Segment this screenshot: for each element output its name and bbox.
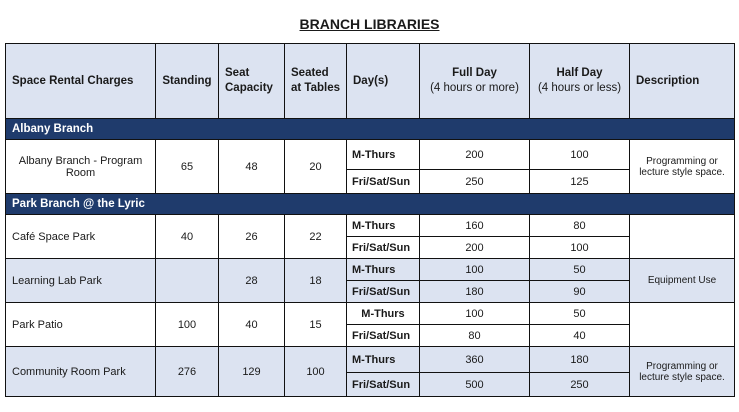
description-value: Programming or lecture style space.	[630, 347, 735, 397]
header-days: Day(s)	[347, 44, 420, 119]
tables-value: 15	[285, 303, 347, 347]
table-row	[6, 347, 735, 373]
half-day-value: 40	[530, 325, 630, 347]
table-row	[6, 303, 735, 325]
section-park-label: Park Branch @ the Lyric	[6, 194, 735, 215]
tables-value: 20	[285, 140, 347, 194]
header-seated-tables: Seated at Tables	[285, 44, 347, 119]
seat-value: 28	[219, 259, 285, 303]
standing-value: 40	[156, 215, 219, 259]
header-seat-capacity: Seat Capacity	[219, 44, 285, 119]
table-row	[6, 259, 735, 281]
full-day-value: 80	[420, 325, 530, 347]
standing-value: 100	[156, 303, 219, 347]
half-day-value: 50	[530, 303, 630, 325]
day-value: Fri/Sat/Sun	[347, 237, 420, 259]
description-value: Equipment Use	[630, 259, 735, 303]
day-value: M-Thurs	[347, 215, 420, 237]
seat-value: 26	[219, 215, 285, 259]
standing-value	[156, 259, 219, 303]
header-standing: Standing	[156, 44, 219, 119]
day-value: Fri/Sat/Sun	[347, 325, 420, 347]
tables-value: 18	[285, 259, 347, 303]
day-value: Fri/Sat/Sun	[347, 170, 420, 194]
half-day-value: 50	[530, 259, 630, 281]
half-day-value: 90	[530, 281, 630, 303]
description-value	[630, 215, 735, 259]
header-description: Description	[630, 44, 735, 119]
full-day-value: 100	[420, 259, 530, 281]
header-space: Space Rental Charges	[6, 44, 156, 119]
day-value: M-Thurs	[347, 347, 420, 373]
full-day-value: 500	[420, 373, 530, 397]
day-value: M-Thurs	[347, 303, 420, 325]
page-title: BRANCH LIBRARIES	[299, 16, 440, 32]
half-day-value: 180	[530, 347, 630, 373]
full-day-value: 360	[420, 347, 530, 373]
section-albany	[6, 119, 735, 140]
room-name: Café Space Park	[6, 215, 156, 259]
rental-charges-table	[5, 43, 735, 397]
half-day-value: 100	[530, 237, 630, 259]
half-day-value: 80	[530, 215, 630, 237]
day-value: Fri/Sat/Sun	[347, 373, 420, 397]
header-row	[6, 44, 735, 119]
room-name: Learning Lab Park	[6, 259, 156, 303]
tables-value: 22	[285, 215, 347, 259]
seat-value: 40	[219, 303, 285, 347]
full-day-value: 180	[420, 281, 530, 303]
day-value: M-Thurs	[347, 140, 420, 170]
room-name: Park Patio	[6, 303, 156, 347]
header-full-day: Full Day (4 hours or more)	[420, 44, 530, 119]
full-day-value: 250	[420, 170, 530, 194]
standing-value: 276	[156, 347, 219, 397]
description-value	[630, 303, 735, 347]
table-row	[6, 140, 735, 170]
day-value: M-Thurs	[347, 259, 420, 281]
standing-value: 65	[156, 140, 219, 194]
room-name: Community Room Park	[6, 347, 156, 397]
section-park	[6, 194, 735, 215]
room-name: Albany Branch - Program Room	[6, 140, 156, 194]
half-day-value: 250	[530, 373, 630, 397]
full-day-value: 100	[420, 303, 530, 325]
half-day-value: 125	[530, 170, 630, 194]
description-value: Programming or lecture style space.	[630, 140, 735, 194]
header-half-day: Half Day (4 hours or less)	[530, 44, 630, 119]
seat-value: 129	[219, 347, 285, 397]
section-albany-label: Albany Branch	[6, 119, 735, 140]
full-day-value: 160	[420, 215, 530, 237]
day-value: Fri/Sat/Sun	[347, 281, 420, 303]
table-row	[6, 215, 735, 237]
full-day-value: 200	[420, 237, 530, 259]
half-day-value: 100	[530, 140, 630, 170]
full-day-value: 200	[420, 140, 530, 170]
seat-value: 48	[219, 140, 285, 194]
tables-value: 100	[285, 347, 347, 397]
